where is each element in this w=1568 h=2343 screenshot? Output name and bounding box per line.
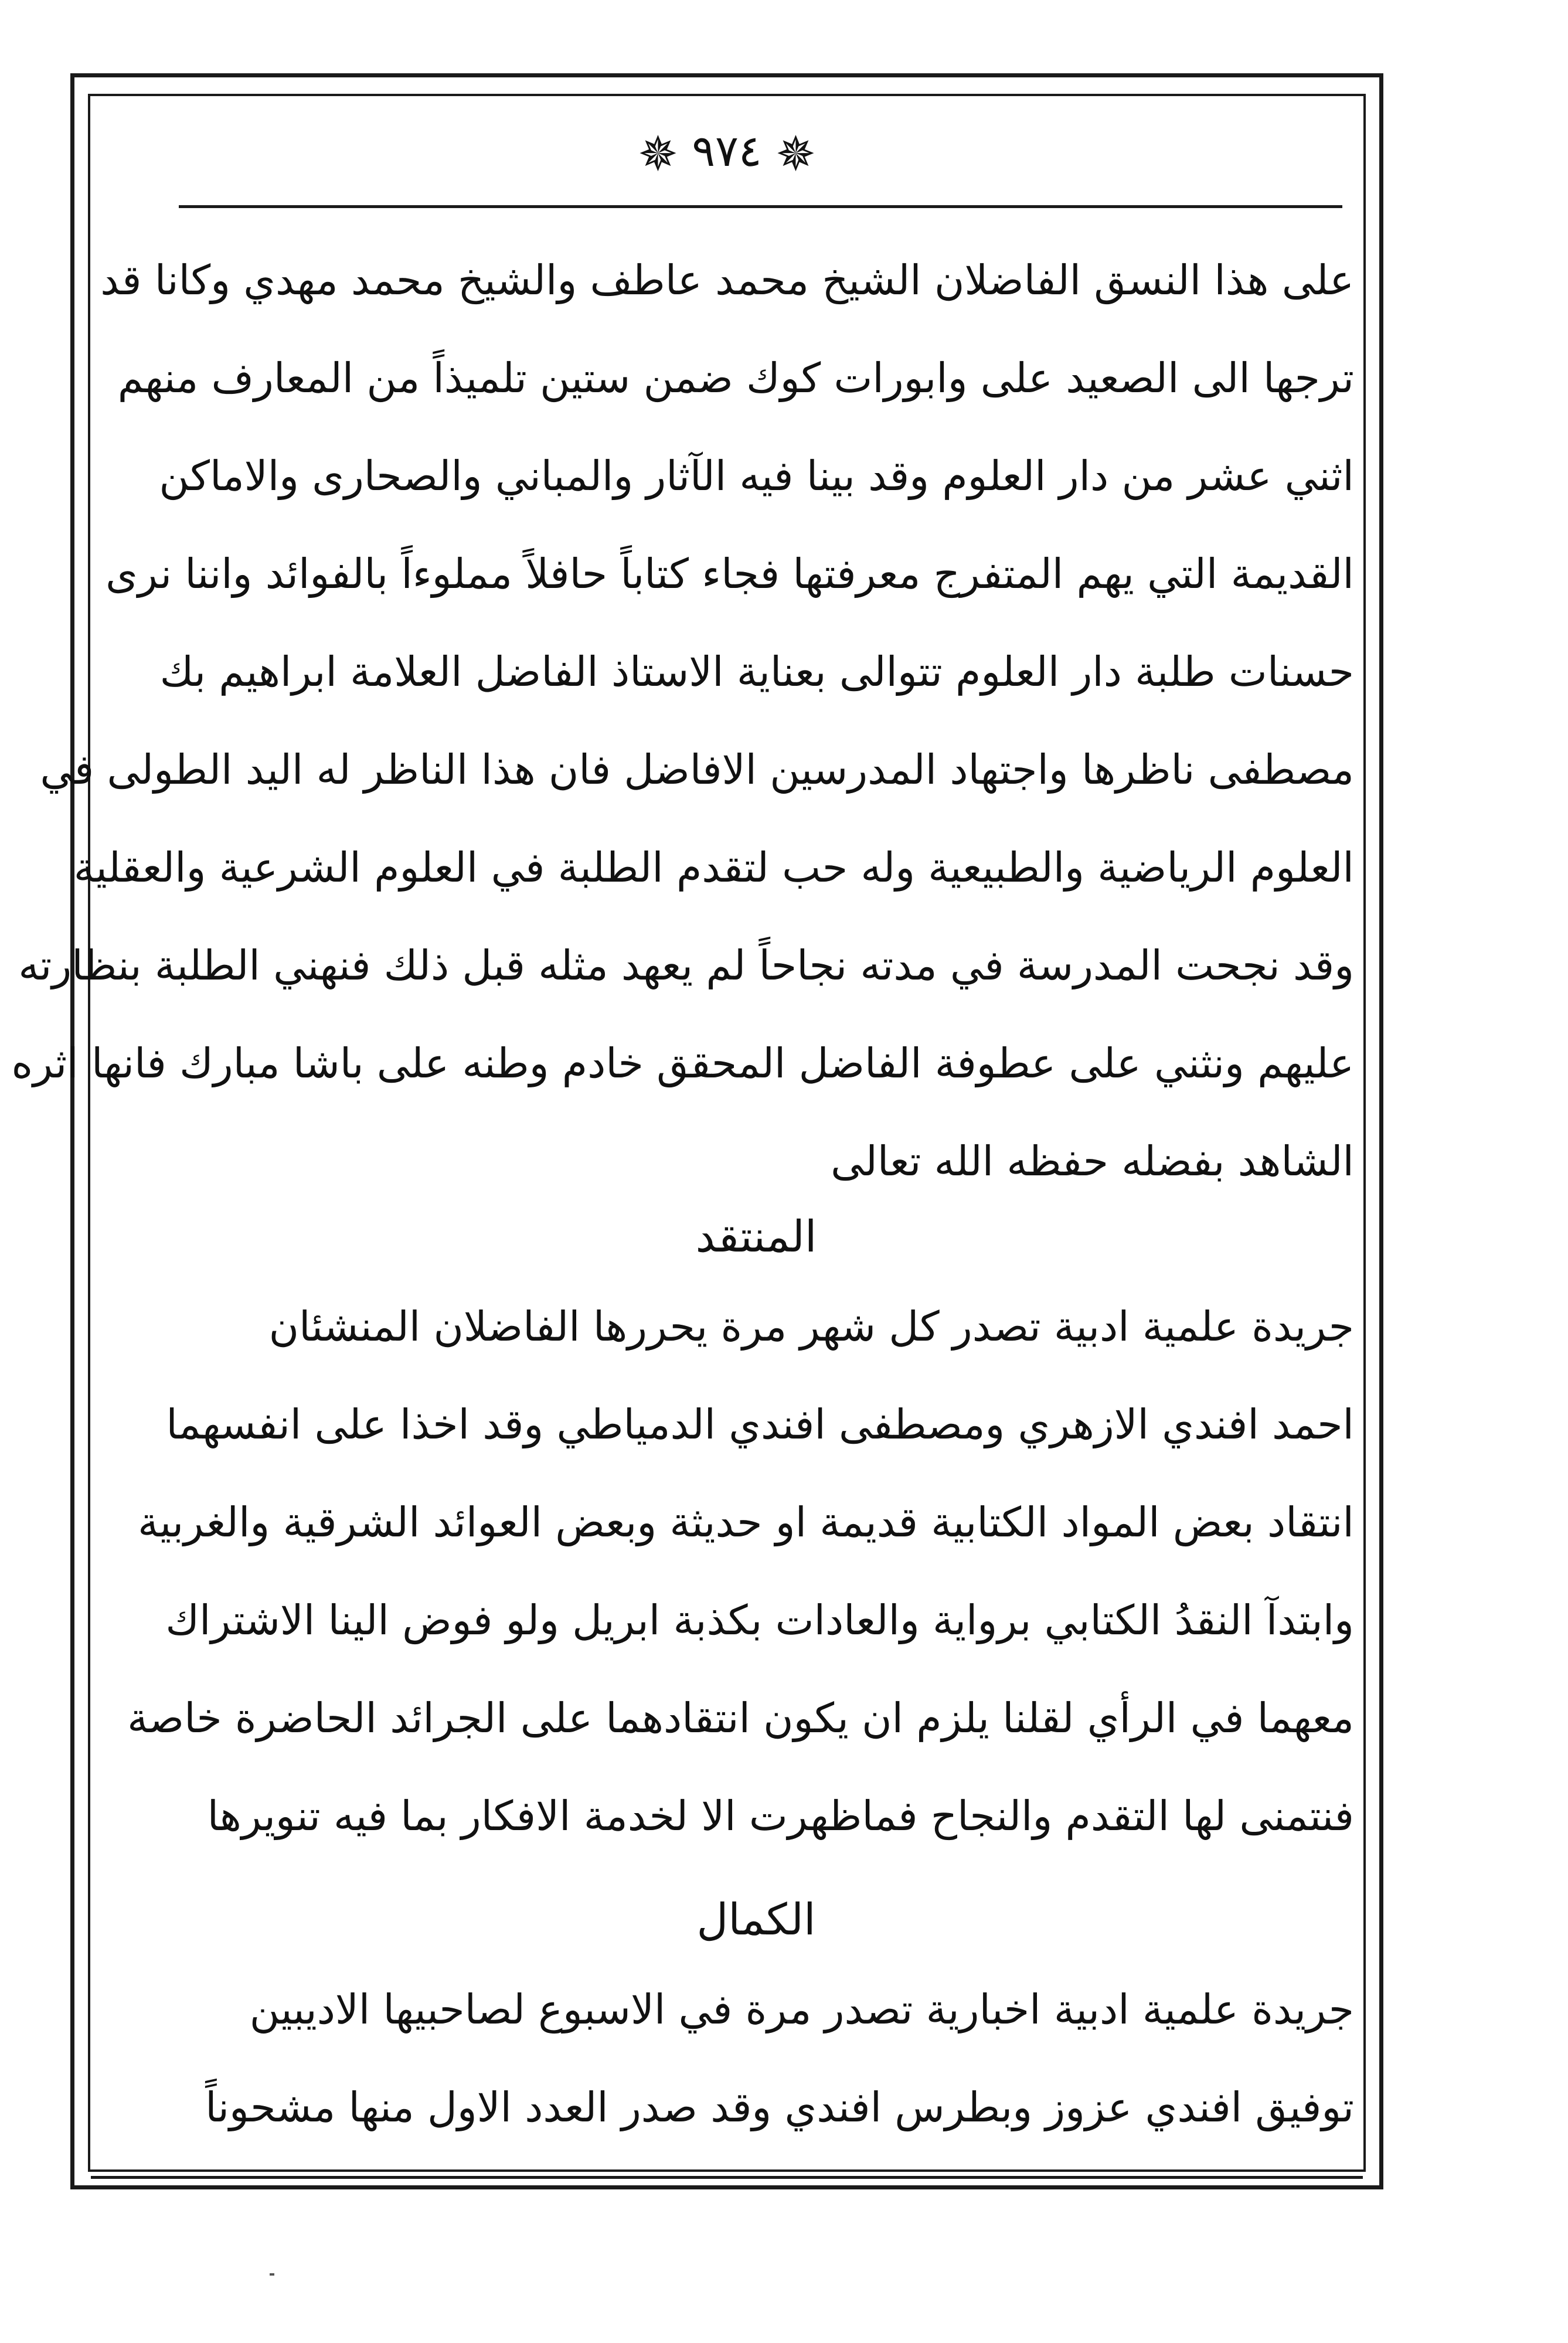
- footer-divider: [91, 2176, 1363, 2179]
- text-line: انتقاد بعض المواد الكتابية قديمة او حديثة وبعض العوائد الشرقية والغربية: [138, 1498, 1354, 1546]
- text-line: على هذا النسق الفاضلان الشيخ محمد عاطف والشيخ محمد مهدي وكانا قد: [100, 256, 1354, 304]
- text-line: القديمة التي يهم المتفرج معرفتها فجاء كتاباً حافلاً مملوءاً بالفوائد واننا نرى: [106, 550, 1354, 598]
- text-line: جريدة علمية ادبية تصدر كل شهر مرة يحررها الفاضلان المنشئان: [268, 1303, 1354, 1351]
- text-line: احمد افندي الازهري ومصطفى افندي الدمياطي وقد اخذا على انفسهما: [166, 1400, 1354, 1448]
- paragraph-continuation: [11, 232, 1354, 1210]
- text-line: العلوم الرياضية والطبيعية وله حب لتقدم الطلبة في العلوم الشرعية والعقلية: [73, 844, 1354, 892]
- page-header: [88, 126, 1366, 182]
- text-line: وابتدآ النقدُ الكتابي برواية والعادات بكذبة ابريل ولو فوض الينا الاشتراك: [165, 1596, 1354, 1644]
- text-line: فنتمنى لها التقدم والنجاح فماظهرت الا لخدمة الافكار بما فيه تنويرها: [207, 1792, 1354, 1840]
- text-line: حسنات طلبة دار العلوم تتوالى بعناية الاستاذ الفاضل العلامة ابراهيم بك: [159, 648, 1354, 696]
- ornament-star-icon: ✵: [638, 127, 678, 183]
- section-title-muntaqid: المنتقد: [695, 1212, 817, 1262]
- text-line: مصطفى ناظرها واجتهاد المدرسين الافاضل فان هذا الناظر له اليد الطولى في: [40, 746, 1354, 794]
- text-line: ترجها الى الصعيد على وابورات كوك ضمن ستين تلميذاً من المعارف منهم: [117, 354, 1354, 402]
- ornament-star-icon: ✵: [776, 127, 816, 183]
- text-line: الشاهد بفضله حفظه الله تعالى: [831, 1137, 1354, 1185]
- text-line: عليهم ونثني على عطوفة الفاضل المحقق خادم وطنه على باشا مبارك فانها اثره: [11, 1039, 1354, 1087]
- text-line: اثني عشر من دار العلوم وقد بينا فيه الآثار والمباني والصحارى والاماكن: [159, 452, 1354, 500]
- section-body-muntaqid: [127, 1278, 1354, 1865]
- text-line: معهما في الرأي لقلنا يلزم ان يكون انتقادهما على الجرائد الحاضرة خاصة: [127, 1694, 1354, 1742]
- text-line: توفيق افندي عزوز وبطرس افندي وقد صدر العدد الاول منها مشحوناً: [205, 2083, 1354, 2131]
- section-body-kamal: [158, 1961, 1354, 2157]
- header-divider: [179, 205, 1342, 208]
- text-line: وقد نجحت المدرسة في مدته نجاحاً لم يعهد مثله قبل ذلك فنهني الطلبة بنظارته: [18, 941, 1354, 989]
- scan-speck: [270, 2273, 274, 2276]
- page-number: ٩٧٤: [692, 126, 762, 176]
- text-line: جريدة علمية ادبية اخبارية تصدر مرة في الاسبوع لصاحبيها الاديبين: [249, 1985, 1354, 2033]
- section-title-kamal: الكمال: [696, 1895, 816, 1945]
